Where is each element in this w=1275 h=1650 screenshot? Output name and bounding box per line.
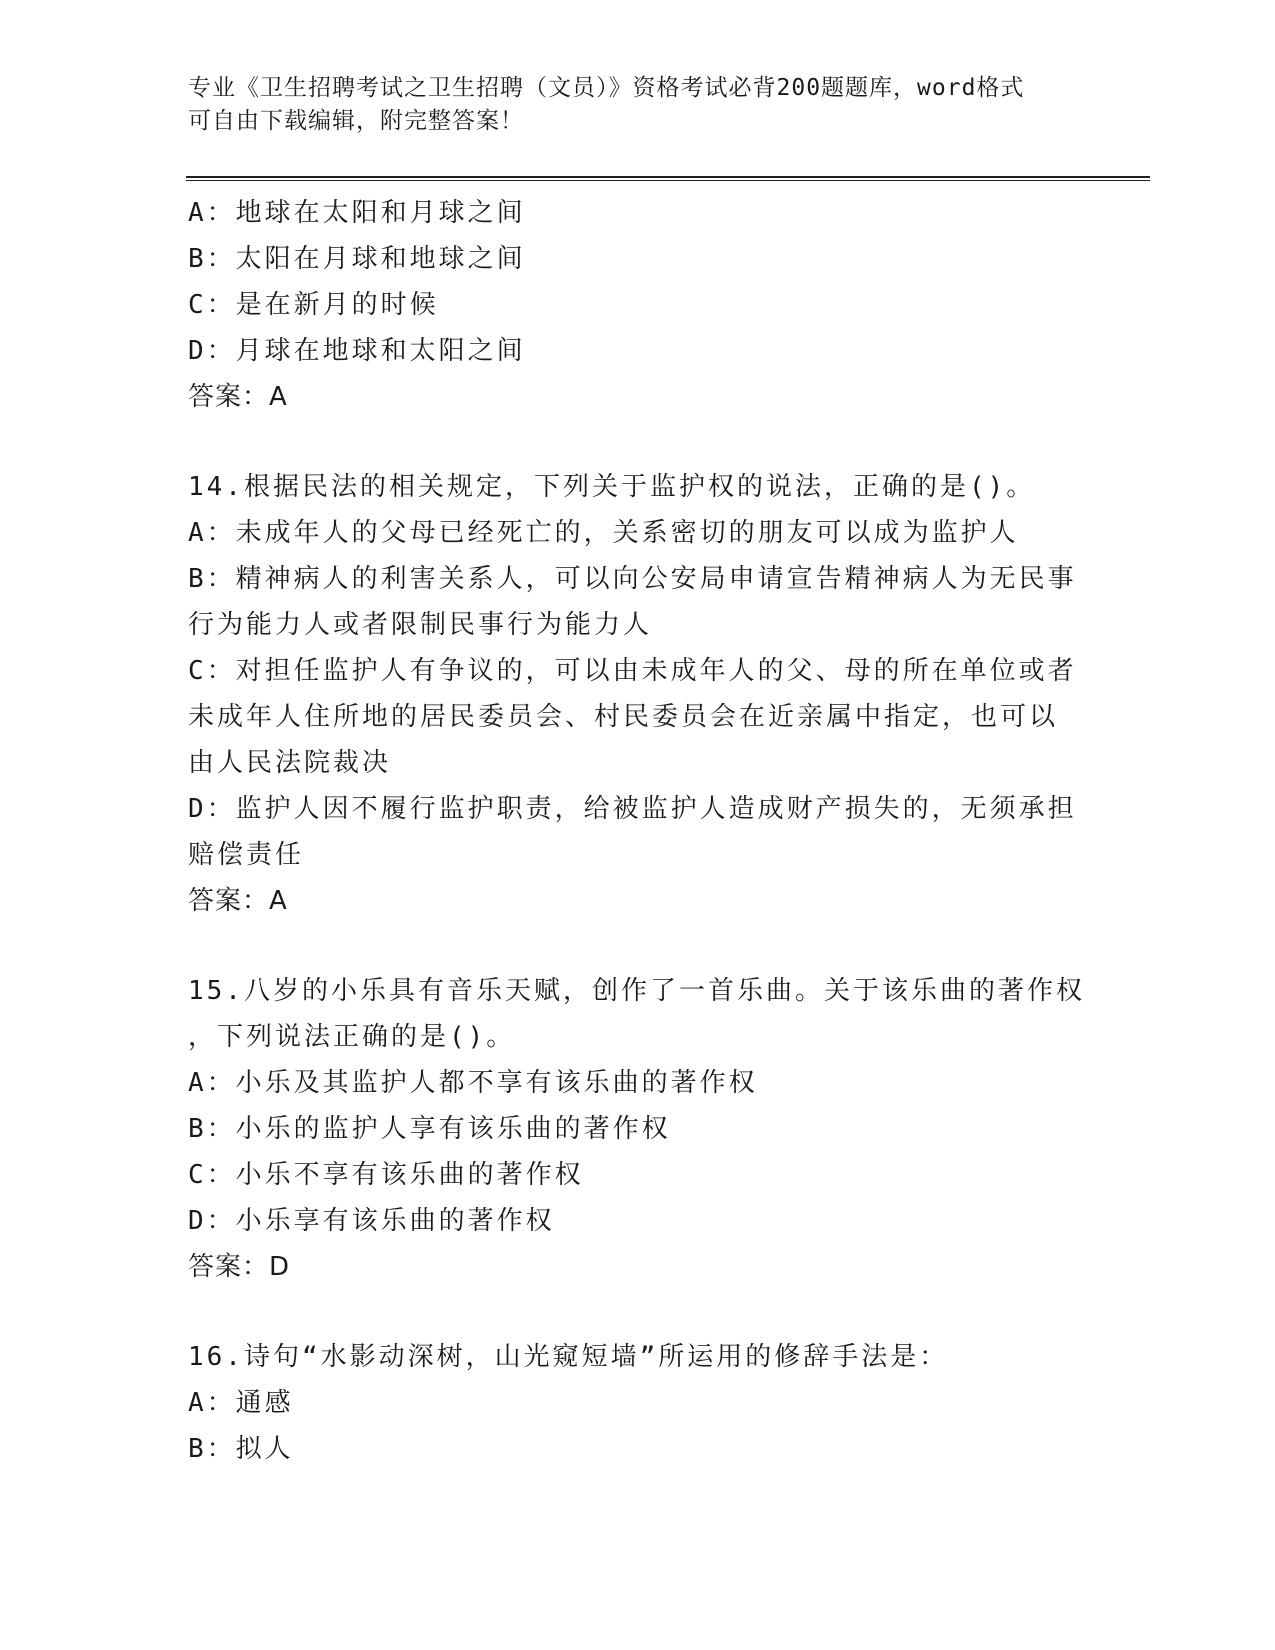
q16-option-b: B：拟人 bbox=[188, 1434, 294, 1464]
q13-option-d: D：月球在地球和太阳之间 bbox=[188, 336, 526, 366]
q13-option-c: C：是在新月的时候 bbox=[188, 290, 439, 320]
q13-answer: 答案：A bbox=[188, 382, 288, 412]
question-content bbox=[188, 190, 1088, 1472]
q15-option-c: C：小乐不享有该乐曲的著作权 bbox=[188, 1160, 584, 1190]
q15-stem-line-2: ，下列说法正确的是()。 bbox=[188, 1022, 516, 1052]
q15-answer: 答案：D bbox=[188, 1252, 291, 1282]
q14-option-c-line-1: C：对担任监护人有争议的，可以由未成年人的父、母的所在单位或者 bbox=[188, 656, 1077, 686]
header-divider bbox=[186, 176, 1150, 178]
q14-option-c-line-3: 由人民法院裁决 bbox=[188, 748, 392, 778]
q14-option-b-line-2: 行为能力人或者限制民事行为能力人 bbox=[188, 610, 653, 640]
q14-option-a: A：未成年人的父母已经死亡的，关系密切的朋友可以成为监护人 bbox=[188, 518, 1019, 548]
spacer bbox=[188, 1290, 1088, 1334]
q14-option-d-line-1: D：监护人因不履行监护职责，给被监护人造成财产损失的，无须承担 bbox=[188, 794, 1077, 824]
q15-option-a: A：小乐及其监护人都不享有该乐曲的著作权 bbox=[188, 1068, 758, 1098]
q16-option-a: A：通感 bbox=[188, 1388, 294, 1418]
question-13-options bbox=[188, 190, 1088, 420]
q14-option-d-line-2: 赔偿责任 bbox=[188, 840, 305, 870]
q14-stem: 14.根据民法的相关规定，下列关于监护权的说法，正确的是()。 bbox=[188, 472, 1036, 502]
header-title-line-1: 专业《卫生招聘考试之卫生招聘（文员）》资格考试必背200题题库，word格式 bbox=[188, 75, 1025, 101]
spacer bbox=[188, 420, 1088, 464]
q15-option-b: B：小乐的监护人享有该乐曲的著作权 bbox=[188, 1114, 671, 1144]
q15-option-d: D：小乐享有该乐曲的著作权 bbox=[188, 1206, 555, 1236]
question-16 bbox=[188, 1334, 1088, 1472]
q13-option-b: B：太阳在月球和地球之间 bbox=[188, 244, 526, 274]
spacer bbox=[188, 924, 1088, 968]
q14-answer: 答案：A bbox=[188, 886, 288, 916]
header-title-line-2: 可自由下载编辑，附完整答案！ bbox=[188, 108, 524, 134]
question-14 bbox=[188, 464, 1088, 924]
q13-option-a: A：地球在太阳和月球之间 bbox=[188, 198, 526, 228]
q14-option-c-line-2: 未成年人住所地的居民委员会、村民委员会在近亲属中指定，也可以 bbox=[188, 702, 1059, 732]
q16-stem: 16.诗句“水影动深树，山光窥短墙”所运用的修辞手法是： bbox=[188, 1342, 949, 1372]
q14-option-b-line-1: B：精神病人的利害关系人，可以向公安局申请宣告精神病人为无民事 bbox=[188, 564, 1077, 594]
question-15 bbox=[188, 968, 1088, 1290]
document-header bbox=[188, 72, 1078, 138]
q15-stem-line-1: 15.八岁的小乐具有音乐天赋，创作了一首乐曲。关于该乐曲的著作权 bbox=[188, 976, 1085, 1006]
